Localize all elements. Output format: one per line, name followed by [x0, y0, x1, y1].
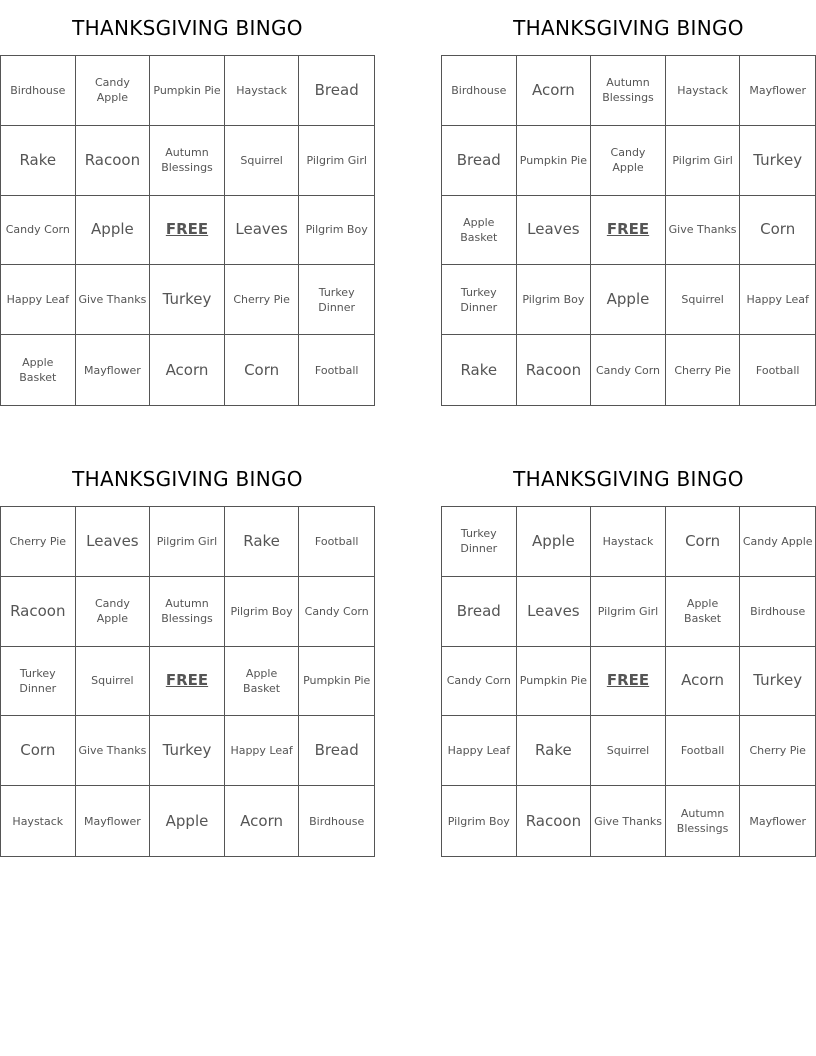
bingo-cell: Corn: [225, 335, 300, 405]
bingo-cell: Apple Basket: [442, 196, 517, 266]
bingo-cell: Acorn: [517, 56, 592, 126]
free-space: FREE: [591, 647, 666, 717]
bingo-cell: Candy Apple: [591, 126, 666, 196]
bingo-cell: Leaves: [517, 577, 592, 647]
bingo-cell: Squirrel: [591, 716, 666, 786]
bingo-cell: Acorn: [150, 335, 225, 405]
bingo-cell: Autumn Blessings: [666, 786, 741, 856]
bingo-cell: Racoon: [76, 126, 151, 196]
bingo-cell: Pilgrim Girl: [591, 577, 666, 647]
bingo-cell: Cherry Pie: [740, 716, 815, 786]
bingo-cell: Football: [666, 716, 741, 786]
bingo-cell: Birdhouse: [1, 56, 76, 126]
bingo-grid: [0, 55, 375, 406]
free-space: FREE: [591, 196, 666, 266]
bingo-cell: Cherry Pie: [225, 265, 300, 335]
free-space: FREE: [150, 196, 225, 266]
bingo-cell: Haystack: [1, 786, 76, 856]
bingo-cell: Racoon: [517, 786, 592, 856]
bingo-cell: Bread: [442, 577, 517, 647]
bingo-cell: Leaves: [517, 196, 592, 266]
bingo-cell: Corn: [1, 716, 76, 786]
bingo-cell: Cherry Pie: [666, 335, 741, 405]
bingo-cell: Pilgrim Girl: [299, 126, 374, 196]
bingo-cell: Turkey Dinner: [1, 647, 76, 717]
bingo-cell: Apple Basket: [225, 647, 300, 717]
bingo-cell: Pilgrim Boy: [299, 196, 374, 266]
bingo-cell: Mayflower: [76, 786, 151, 856]
bingo-cell: Apple Basket: [1, 335, 76, 405]
bingo-cell: Bread: [299, 716, 374, 786]
bingo-cell: Pilgrim Girl: [150, 507, 225, 577]
bingo-cell: Leaves: [225, 196, 300, 266]
bingo-cell: Candy Apple: [76, 577, 151, 647]
bingo-cell: Candy Apple: [740, 507, 815, 577]
bingo-cell: Pumpkin Pie: [299, 647, 374, 717]
bingo-cell: Corn: [666, 507, 741, 577]
bingo-cell: Give Thanks: [666, 196, 741, 266]
bingo-cell: Racoon: [1, 577, 76, 647]
bingo-cell: Happy Leaf: [442, 716, 517, 786]
bingo-cell: Football: [314, 363, 359, 377]
bingo-cell: Turkey: [150, 265, 225, 335]
bingo-cell: Pumpkin Pie: [517, 126, 592, 196]
bingo-grid: [441, 55, 816, 406]
bingo-cell: Happy Leaf: [1, 265, 76, 335]
bingo-cell: Turkey: [740, 126, 815, 196]
bingo-cell: Mayflower: [76, 335, 151, 405]
bingo-cell: Turkey: [740, 647, 815, 717]
bingo-cell: Football: [755, 363, 800, 377]
bingo-cell: Rake: [225, 507, 300, 577]
bingo-cell: Apple Basket: [666, 577, 741, 647]
bingo-cell: Pilgrim Boy: [225, 577, 300, 647]
bingo-cell: Apple: [591, 265, 666, 335]
bingo-cell: Acorn: [225, 786, 300, 856]
bingo-cell: Turkey Dinner: [299, 265, 374, 335]
bingo-cell: Happy Leaf: [740, 265, 815, 335]
bingo-cell: Pumpkin Pie: [517, 647, 592, 717]
bingo-cell: Turkey: [150, 716, 225, 786]
bingo-cell: Rake: [442, 335, 517, 405]
bingo-cell: Bread: [442, 126, 517, 196]
bingo-grid: [441, 506, 816, 857]
bingo-cell: Football: [299, 507, 374, 577]
bingo-cell: Birdhouse: [740, 577, 815, 647]
bingo-cell: Pumpkin Pie: [150, 56, 225, 126]
bingo-cell: Rake: [517, 716, 592, 786]
bingo-cell: Apple: [150, 786, 225, 856]
bingo-cell: Pilgrim Boy: [517, 265, 592, 335]
bingo-cell: Cherry Pie: [1, 507, 76, 577]
bingo-cell: Turkey Dinner: [442, 265, 517, 335]
bingo-cell: Corn: [740, 196, 815, 266]
card-title: THANKSGIVING BINGO: [513, 16, 744, 40]
bingo-cell: Candy Corn: [1, 196, 76, 266]
bingo-cell: Rake: [1, 126, 76, 196]
bingo-cell: Turkey Dinner: [442, 507, 517, 577]
bingo-cell: Mayflower: [749, 814, 807, 828]
bingo-cell: Squirrel: [76, 647, 151, 717]
bingo-cell: Autumn Blessings: [150, 126, 225, 196]
bingo-cell: Candy Corn: [299, 577, 374, 647]
bingo-cell: Birdhouse: [442, 56, 517, 126]
bingo-cell: Haystack: [591, 507, 666, 577]
bingo-cell: Candy Corn: [442, 647, 517, 717]
bingo-cell: Apple: [517, 507, 592, 577]
bingo-cell: Happy Leaf: [225, 716, 300, 786]
bingo-cell: Candy Corn: [591, 335, 666, 405]
bingo-cell: Squirrel: [666, 265, 741, 335]
bingo-cell: Pilgrim Boy: [442, 786, 517, 856]
bingo-cell: Autumn Blessings: [591, 56, 666, 126]
bingo-cell: Mayflower: [740, 56, 815, 126]
bingo-cell: Candy Apple: [76, 56, 151, 126]
bingo-cell: Haystack: [666, 56, 741, 126]
bingo-cell: Birdhouse: [309, 814, 365, 828]
bingo-cell: Bread: [299, 56, 374, 126]
bingo-grid: [0, 506, 375, 857]
bingo-cell: Acorn: [666, 647, 741, 717]
bingo-cell: Leaves: [76, 507, 151, 577]
card-title: THANKSGIVING BINGO: [513, 467, 744, 491]
card-title: THANKSGIVING BINGO: [72, 16, 303, 40]
bingo-cell: Apple: [76, 196, 151, 266]
free-space: FREE: [150, 647, 225, 717]
bingo-cell: Squirrel: [225, 126, 300, 196]
bingo-cell: Give Thanks: [76, 265, 151, 335]
bingo-cell: Give Thanks: [76, 716, 151, 786]
bingo-cell: Pilgrim Girl: [666, 126, 741, 196]
card-title: THANKSGIVING BINGO: [72, 467, 303, 491]
bingo-cell: Haystack: [225, 56, 300, 126]
bingo-cell: Give Thanks: [591, 786, 666, 856]
bingo-cell: Autumn Blessings: [150, 577, 225, 647]
bingo-cell: Racoon: [517, 335, 592, 405]
